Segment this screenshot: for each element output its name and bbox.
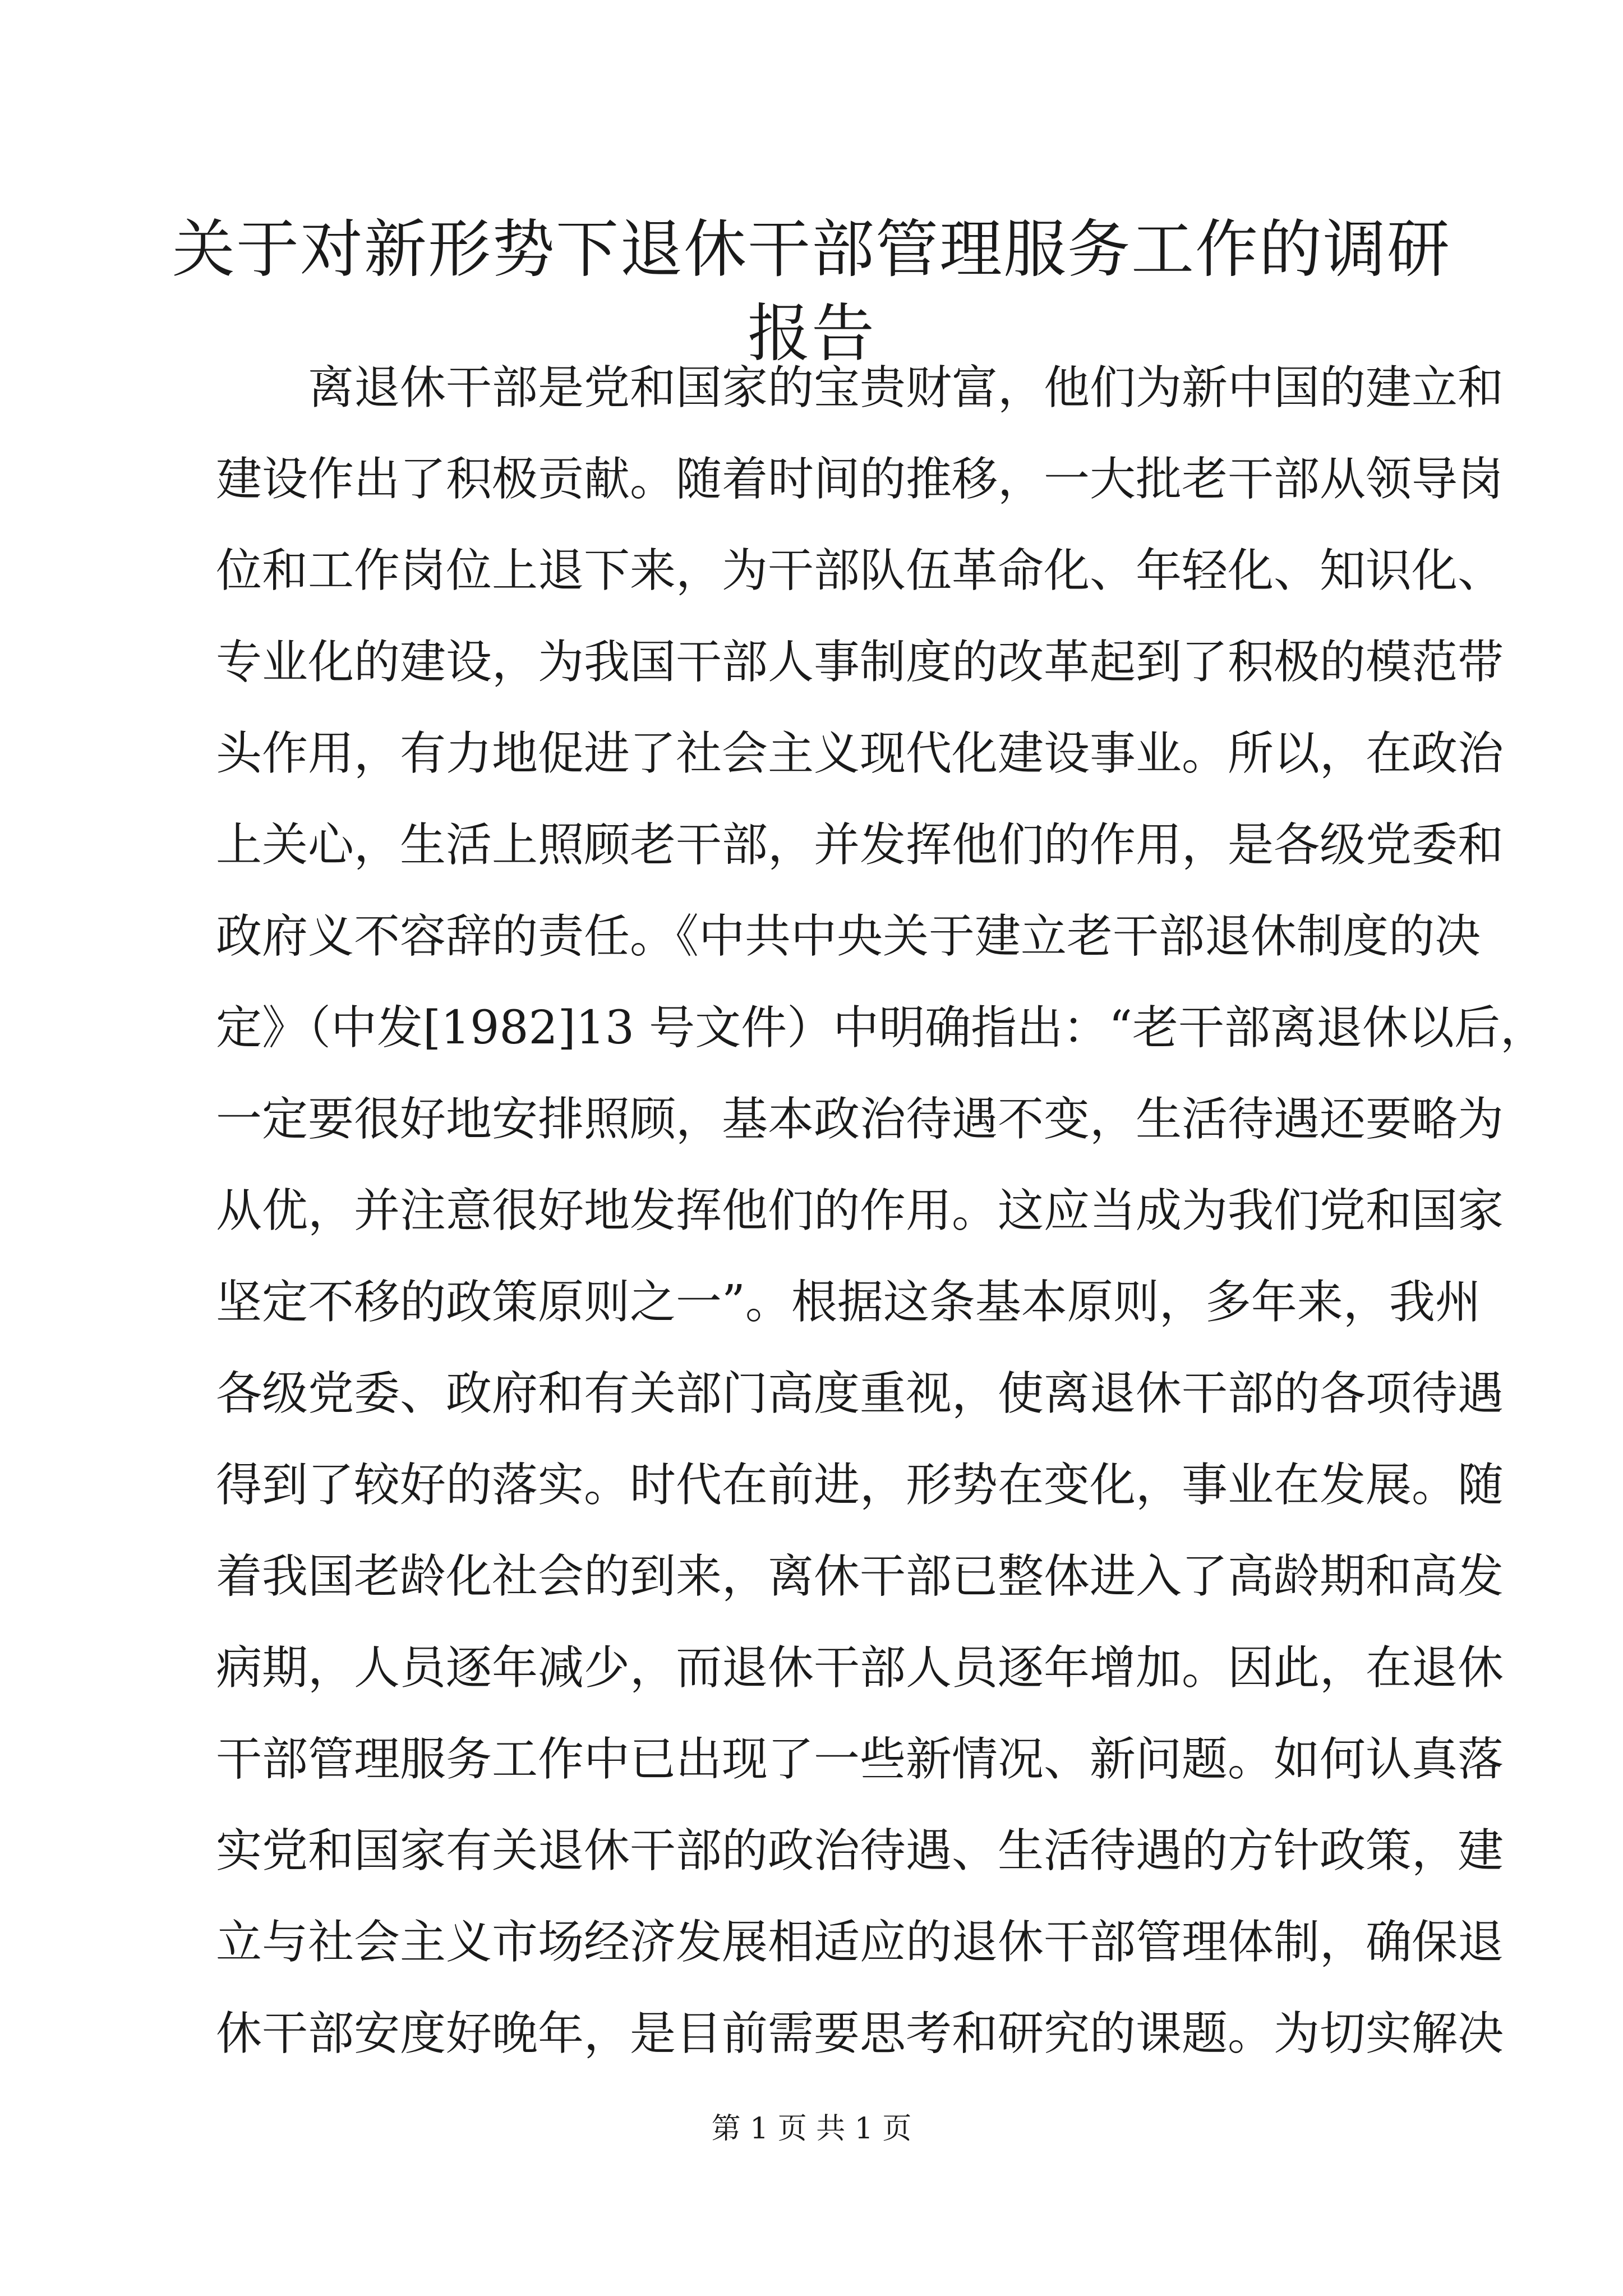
body-line-16: 干部管理服务工作中已出现了一些新情况、新问题。如何认真落: [216, 1733, 1504, 1786]
body-line-11: 坚定不移的政策原则之一”。根据这条基本原则，多年来，我州: [216, 1276, 1481, 1329]
page-footer: 第 1 页 共 1 页: [711, 2112, 912, 2146]
body-line-7: 政府义不容辞的责任。《中共中央关于建立老干部退休制度的决: [216, 910, 1481, 963]
body-line-14: 着我国老龄化社会的到来，离休干部已整体进入了高龄期和高发: [216, 1550, 1504, 1603]
body-paragraph: [216, 342, 1546, 2079]
body-line-18: 立与社会主义市场经济发展相适应的退休干部管理体制，确保退: [216, 1916, 1504, 1969]
title-line-2: 报告: [748, 297, 875, 370]
body-line-4: 专业化的建设，为我国干部人事制度的改革起到了积极的模范带: [216, 636, 1504, 689]
body-line-12: 各级党委、政府和有关部门高度重视，使离退休干部的各项待遇: [216, 1367, 1504, 1420]
body-line-19: 休干部安度好晚年，是目前需要思考和研究的课题。为切实解决: [216, 2007, 1504, 2060]
body-line-2: 建设作出了积极贡献。随着时间的推移，一大批老干部从领导岗: [216, 453, 1504, 506]
body-line-15: 病期，人员逐年减少，而退休干部人员逐年增加。因此，在退休: [216, 1641, 1504, 1695]
body-line-8: 定》（中发[1982]13 号文件）中明确指出：“老干部离退休以后，: [216, 1001, 1546, 1055]
body-line-10: 从优，并注意很好地发挥他们的作用。这应当成为我们党和国家: [216, 1184, 1504, 1237]
body-line-5: 头作用，有力地促进了社会主义现代化建设事业。所以，在政治: [216, 727, 1504, 780]
body-line-17: 实党和国家有关退休干部的政治待遇、生活待遇的方针政策，建: [216, 1824, 1504, 1878]
body-line-6: 上关心，生活上照顾老干部，并发挥他们的作用，是各级党委和: [216, 818, 1504, 872]
title-line-1: 关于对新形势下退休干部管理服务工作的调研: [172, 213, 1451, 286]
body-line-13: 得到了较好的落实。时代在前进，形势在变化，事业在发展。随: [216, 1458, 1504, 1512]
body-line-3: 位和工作岗位上退下来，为干部队伍革命化、年轻化、知识化、: [216, 544, 1504, 597]
body-line-1: 离退休干部是党和国家的宝贵财富，他们为新中国的建立和: [308, 361, 1504, 415]
body-line-9: 一定要很好地安排照顾，基本政治待遇不变，生活待遇还要略为: [216, 1093, 1504, 1146]
